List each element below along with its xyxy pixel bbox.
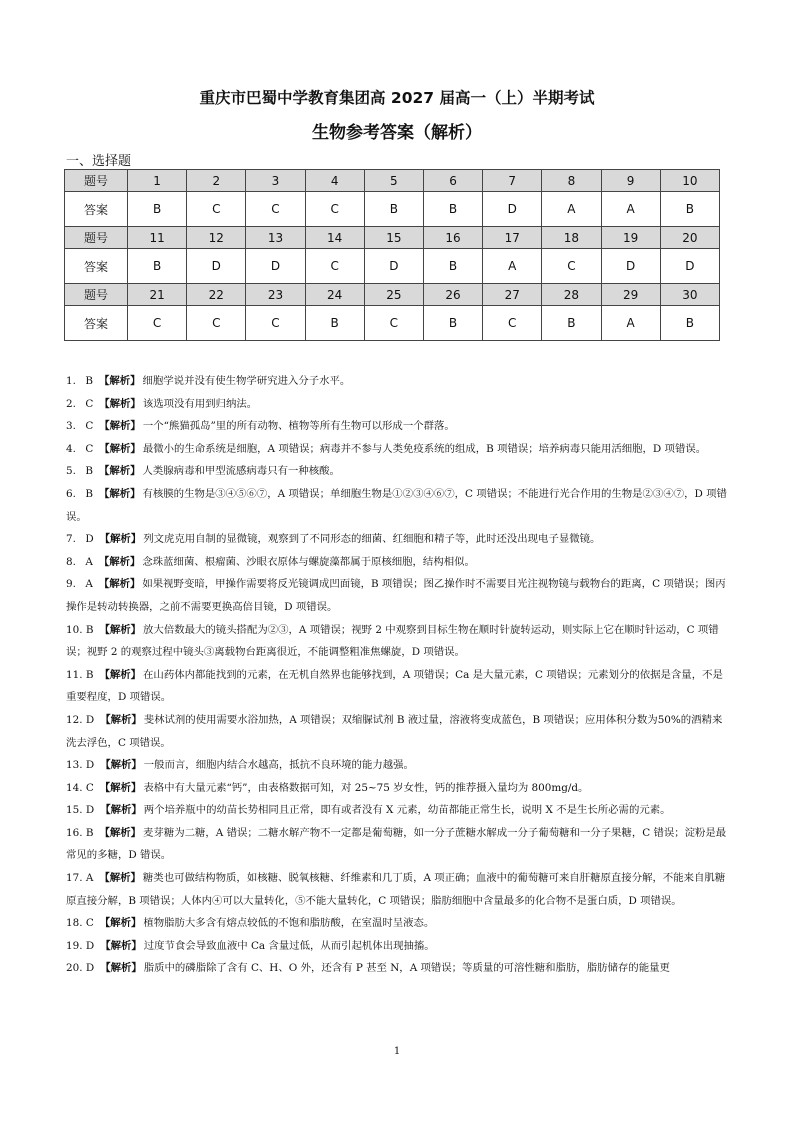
explanation-tag: 【解析】: [99, 420, 141, 433]
answer-cell: B: [423, 249, 482, 284]
explanation-number: 4.: [66, 442, 76, 455]
explanation-answer: C: [85, 781, 94, 794]
answer-cell: A: [542, 192, 601, 227]
question-number-cell: 14: [305, 227, 364, 249]
question-number-cell: 13: [246, 227, 305, 249]
answer-cell: C: [542, 249, 601, 284]
explanation-answer: D: [85, 962, 95, 975]
explanation-item: [66, 483, 728, 528]
explanation-text: 麦芽糖为二糖，A 错误；二糖水解产物不一定都是葡萄糖，如一分子蔗糖水解成一分子葡萄糖和一分子果糖，C 错误；淀粉是最常见的多糖，D 错误。: [66, 826, 727, 862]
explanation-item: [66, 370, 728, 393]
question-number-cell: 12: [187, 227, 246, 249]
explanations-list: [66, 370, 728, 980]
explanation-answer: B: [85, 375, 93, 387]
answer-label: 答案: [65, 192, 128, 227]
question-number-cell: 2: [187, 170, 246, 192]
explanation-number: 3.: [66, 420, 76, 433]
explanation-number: 15.: [66, 804, 83, 817]
answer-cell: C: [483, 306, 542, 341]
explanation-tag: 【解析】: [98, 578, 141, 591]
explanation-text: 人类腺病毒和甲型流感病毒只有一种核酸。: [142, 465, 340, 478]
explanation-tag: 【解析】: [99, 872, 141, 885]
explanation-number: 20.: [66, 962, 83, 975]
explanation-item: [66, 664, 728, 709]
explanation-text: 最微小的生命系统是细胞，A 项错误；病毒并不参与人类免疫系统的组成，B 项错误；培养病毒只能用活细胞，D 项错误。: [142, 442, 707, 455]
explanation-tag: 【解析】: [98, 555, 141, 568]
answer-row: [65, 306, 720, 341]
explanation-text: 一般而言，细胞内结合水越高，抵抗不良环境的能力越强。: [143, 759, 414, 772]
explanation-item: [66, 912, 728, 935]
explanation-tag: 【解析】: [99, 397, 141, 410]
explanation-number: 17.: [66, 872, 83, 885]
explanation-number: 8.: [66, 555, 76, 568]
answer-cell: B: [128, 192, 187, 227]
explanation-item: [66, 528, 728, 551]
explanation-number: 2.: [66, 397, 76, 410]
question-number-cell: 24: [305, 284, 364, 306]
question-number-cell: 22: [187, 284, 246, 306]
answer-cell: B: [423, 192, 482, 227]
explanation-text: 如果视野变暗，甲操作需要将反光镜调成凹面镜，B 项错误；图乙操作时不需要目光注视物镜与载物台的距离，C 项错误；图丙操作是转动转换器，之前不需要更换高倍目镜，D 项错误。: [66, 578, 726, 613]
question-number-label: 题号: [65, 227, 128, 249]
explanation-tag: 【解析】: [99, 917, 142, 930]
answer-cell: B: [423, 306, 482, 341]
answer-cell: B: [128, 249, 187, 284]
question-number-cell: 23: [246, 284, 305, 306]
question-number-label: 题号: [65, 170, 128, 192]
explanation-item: [66, 754, 728, 777]
answer-label: 答案: [65, 249, 128, 284]
question-number-cell: 26: [423, 284, 482, 306]
answer-cell: C: [364, 306, 423, 341]
question-number-cell: 28: [542, 284, 601, 306]
explanation-answer: C: [85, 420, 94, 433]
explanation-answer: B: [85, 623, 94, 636]
explanation-item: [66, 551, 728, 574]
explanation-number: 6.: [66, 487, 76, 500]
question-number-row: [65, 284, 720, 306]
explanation-text: 放大倍数最大的镜头搭配为②③，A 项错误；视野 2 中观察到目标生物在顺时针旋转运动，则实际上它在顺时针运动，C 项错误；视野 2 的观察过程中镜头③离载物台距离很近，不能调整粗准焦螺旋，D 项错误。: [66, 623, 719, 659]
question-number-cell: 19: [601, 227, 660, 249]
explanation-item: [66, 867, 728, 912]
explanation-number: 9.: [66, 578, 76, 591]
answer-cell: D: [246, 249, 305, 284]
explanation-item: [66, 393, 728, 416]
answer-cell: B: [660, 306, 719, 341]
explanation-text: 过度节食会导致血液中 Ca 含量过低，从而引起机体出现抽搐。: [143, 939, 435, 952]
question-number-cell: 9: [601, 170, 660, 192]
explanation-answer: A: [85, 578, 93, 591]
answer-cell: C: [246, 192, 305, 227]
question-number-cell: 6: [423, 170, 482, 192]
question-number-cell: 5: [364, 170, 423, 192]
explanation-item: [66, 619, 728, 664]
explanation-tag: 【解析】: [100, 713, 142, 726]
answer-cell: C: [128, 306, 187, 341]
answer-row: [65, 192, 720, 227]
question-number-cell: 25: [364, 284, 423, 306]
explanation-tag: 【解析】: [100, 939, 142, 952]
explanation-text: 在山药体内都能找到的元素，在无机自然界也能够找到，A 项错误；Ca 是大量元素，C 项错误；元素划分的依据是含量，不是重要程度，D 项错误。: [66, 668, 723, 704]
answer-cell: C: [187, 306, 246, 341]
question-number-row: [65, 227, 720, 249]
explanation-text: 有核膜的生物是③④⑤⑥⑦，A 项错误；单细胞生物是①②③④⑥⑦，C 项错误；不能进行光合作用的生物是②③④⑦，D 项错误。: [66, 487, 727, 523]
page-number: 1: [393, 1046, 401, 1057]
explanation-text: 糖类也可做结构物质，如核糖、脱氧核糖、纤维素和几丁质，A 项正确；血液中的葡萄糖可来自肝糖原直接分解，不能来自肌糖原直接分解，B 项错误；人体内④可以大量转化，⑤不能大量转化，C 项错误；脂肪细胞中含量最多的化合物不是蛋白质，D 项错误。: [66, 872, 726, 907]
question-number-cell: 17: [483, 227, 542, 249]
explanation-text: 植物脂肪大多含有熔点较低的不饱和脂肪酸，在室温时呈液态。: [143, 917, 435, 930]
answer-cell: D: [483, 192, 542, 227]
explanation-item: [66, 799, 728, 822]
explanation-number: 1.: [66, 375, 76, 387]
explanation-tag: 【解析】: [99, 781, 142, 794]
answer-cell: D: [187, 249, 246, 284]
answer-cell: D: [601, 249, 660, 284]
explanation-answer: B: [85, 487, 93, 500]
explanation-item: [66, 709, 728, 754]
explanation-text: 脂质中的磷脂除了含有 C、H、O 外，还含有 P 甚至 N，A 项错误；等质量的可溶性糖和脂肪，脂肪储存的能量更: [143, 962, 670, 975]
answer-cell: C: [305, 249, 364, 284]
explanation-tag: 【解析】: [99, 668, 142, 681]
answer-key-subtitle: 生物参考答案（解析）: [312, 123, 482, 143]
explanation-answer: C: [85, 442, 94, 455]
question-number-row: [65, 170, 720, 192]
question-number-cell: 21: [128, 284, 187, 306]
explanation-answer: A: [85, 555, 93, 568]
question-number-cell: 29: [601, 284, 660, 306]
explanation-tag: 【解析】: [100, 962, 142, 975]
explanation-item: [66, 438, 728, 461]
explanation-answer: D: [85, 804, 95, 817]
answer-cell: B: [305, 306, 364, 341]
question-number-cell: 16: [423, 227, 482, 249]
question-number-cell: 27: [483, 284, 542, 306]
answer-cell: A: [601, 306, 660, 341]
explanation-number: 14.: [66, 781, 83, 794]
explanation-tag: 【解析】: [99, 442, 141, 455]
answer-cell: C: [246, 306, 305, 341]
explanation-number: 5.: [66, 465, 76, 478]
answer-cell: A: [483, 249, 542, 284]
explanation-tag: 【解析】: [99, 533, 142, 546]
explanation-item: [66, 822, 728, 867]
question-number-cell: 8: [542, 170, 601, 192]
explanation-answer: B: [85, 668, 94, 681]
question-number-cell: 3: [246, 170, 305, 192]
explanation-item: [66, 935, 728, 958]
explanation-tag: 【解析】: [100, 759, 142, 772]
explanation-number: 7.: [66, 533, 76, 546]
explanation-item: [66, 415, 728, 438]
explanation-answer: D: [85, 713, 95, 726]
answer-cell: D: [660, 249, 719, 284]
explanation-text: 斐林试剂的使用需要水浴加热，A 项错误；双缩脲试剂 B 液过量，溶液将变成蓝色，B 项错误；应用体积分数为50%的酒精来洗去浮色，C 项错误。: [66, 713, 723, 749]
explanation-answer: D: [85, 533, 94, 546]
explanation-tag: 【解析】: [98, 487, 141, 500]
explanation-answer: C: [85, 397, 94, 410]
explanation-item: [66, 573, 728, 618]
explanation-item: [66, 777, 728, 800]
explanation-answer: B: [85, 465, 93, 478]
explanation-tag: 【解析】: [98, 375, 141, 387]
explanation-answer: A: [85, 872, 94, 885]
answer-cell: A: [601, 192, 660, 227]
question-number-cell: 10: [660, 170, 719, 192]
answer-cell: B: [542, 306, 601, 341]
question-number-cell: 18: [542, 227, 601, 249]
exam-title: 重庆市巴蜀中学教育集团高 2027 届高一（上）半期考试: [199, 89, 595, 107]
explanation-text: 两个培养瓶中的幼苗长势相同且正常，即有或者没有 X 元素，幼苗都能正常生长，说明 X 不是生长所必需的元素。: [143, 804, 671, 817]
explanation-answer: B: [85, 826, 94, 839]
explanation-tag: 【解析】: [99, 623, 142, 636]
answer-cell: D: [364, 249, 423, 284]
answer-row: [65, 249, 720, 284]
explanation-number: 10.: [66, 623, 83, 636]
explanation-text: 列文虎克用自制的显微镜，观察到了不同形态的细菌、红细胞和精子等，此时还没出现电子显微镜。: [143, 533, 601, 546]
answer-label: 答案: [65, 306, 128, 341]
explanation-text: 该选项没有用到归纳法。: [142, 397, 258, 410]
answer-cell: B: [660, 192, 719, 227]
question-number-label: 题号: [65, 284, 128, 306]
question-number-cell: 11: [128, 227, 187, 249]
answer-cell: B: [364, 192, 423, 227]
question-number-cell: 1: [128, 170, 187, 192]
explanation-tag: 【解析】: [98, 465, 141, 478]
explanation-item: [66, 957, 728, 980]
question-number-cell: 20: [660, 227, 719, 249]
explanation-number: 18.: [66, 917, 83, 930]
answer-cell: C: [187, 192, 246, 227]
question-number-cell: 30: [660, 284, 719, 306]
explanation-number: 19.: [66, 939, 83, 952]
explanation-number: 16.: [66, 826, 83, 839]
question-number-cell: 15: [364, 227, 423, 249]
explanation-tag: 【解析】: [99, 826, 142, 839]
explanation-text: 一个“熊猫孤岛”里的所有动物、植物等所有生物可以形成一个群落。: [142, 420, 455, 433]
section-heading: 一、选择题: [66, 154, 132, 169]
explanation-answer: C: [85, 917, 94, 930]
question-number-cell: 7: [483, 170, 542, 192]
question-number-cell: 4: [305, 170, 364, 192]
explanation-text: 念珠蓝细菌、根瘤菌、沙眼衣原体与螺旋藻都属于原核细胞，结构相似。: [142, 555, 475, 568]
explanation-text: 表格中有大量元素“钙”，由表格数据可知，对 25~75 岁女性，钙的推荐摄入量均为 800mg/d。: [143, 781, 589, 794]
answer-cell: C: [305, 192, 364, 227]
explanation-number: 11.: [66, 668, 83, 681]
answer-table: [64, 169, 720, 341]
explanation-answer: D: [85, 939, 95, 952]
explanation-item: [66, 460, 728, 483]
explanation-tag: 【解析】: [100, 804, 142, 817]
explanation-text: 细胞学说并没有使生物学研究进入分子水平。: [142, 375, 351, 387]
explanation-number: 12.: [66, 713, 83, 726]
explanation-number: 13.: [66, 759, 83, 772]
explanation-answer: D: [85, 759, 95, 772]
